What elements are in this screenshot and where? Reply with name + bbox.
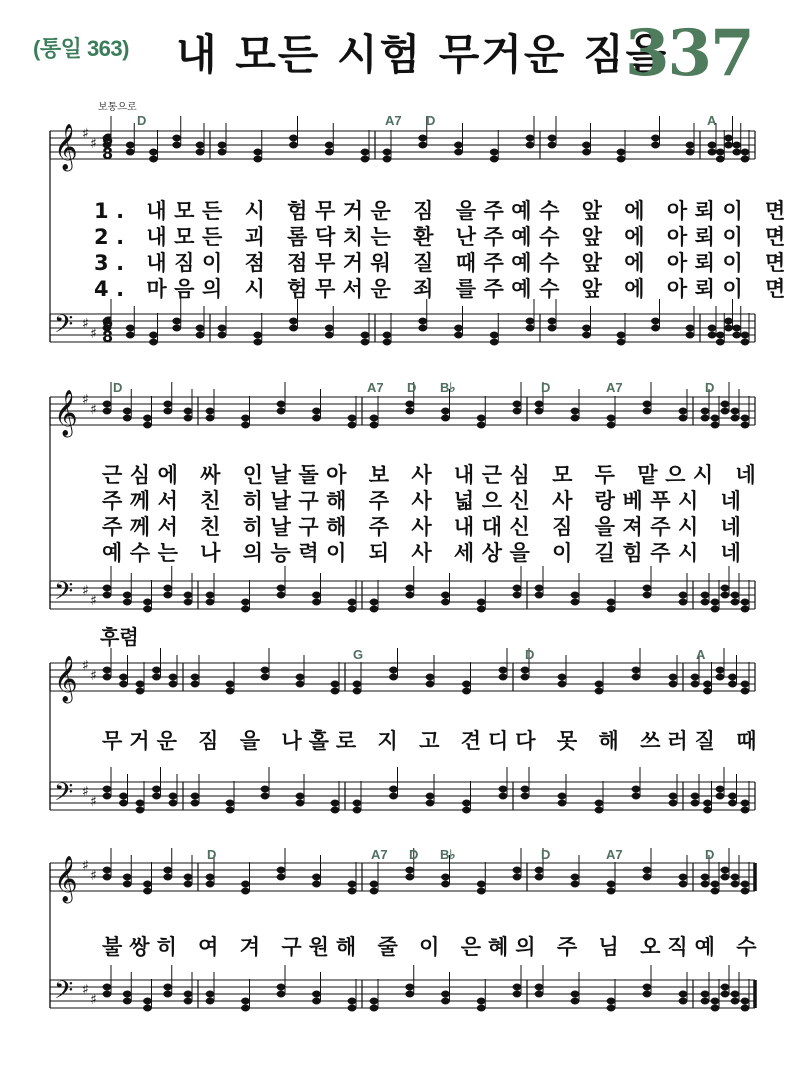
refrain-lyric-line-2: 불쌍히 여 겨 구원해 줄 이 은혜의 주 님 오직예 수 (102, 935, 764, 959)
chord-symbol: D (426, 113, 436, 128)
svg-text:♯: ♯ (90, 593, 97, 609)
chord-symbol: A (696, 647, 706, 662)
chord-symbol: D (207, 847, 217, 862)
svg-text:6: 6 (102, 313, 114, 332)
chord-symbol: D (137, 113, 147, 128)
svg-text:♯: ♯ (82, 784, 89, 800)
chord-symbol: A7 (606, 380, 623, 395)
svg-text:𝄞: 𝄞 (54, 856, 78, 902)
verse-1-line-2: 근심에 싸 인날돌아 보 사 내근심 모 두 맡으시 네 (102, 463, 764, 487)
chord-symbol: D (705, 847, 715, 862)
chord-symbol: B♭ (440, 847, 456, 862)
svg-text:8: 8 (102, 144, 114, 163)
chord-symbol: A7 (385, 113, 402, 128)
chord-symbol: A7 (367, 380, 384, 395)
svg-text:♯: ♯ (82, 316, 89, 332)
svg-text:6: 6 (102, 130, 114, 149)
refrain-label: 후렴 (100, 625, 139, 649)
verse-3-line-2: 주께서 친 히날구해 주 사 내대신 짐 을져주시 네 (102, 515, 749, 539)
svg-text:♯: ♯ (90, 868, 97, 884)
svg-text:𝄢: 𝄢 (54, 778, 74, 813)
verse-4-line-1: 4. 마음의 시 험무서운 죄 를주예수 앞 에 아뢰이 면 (94, 277, 793, 301)
verse-2-line-1: 2. 내모든 괴 롬닥치는 환 난주예수 앞 에 아뢰이 면 (94, 225, 793, 249)
svg-text:𝄢: 𝄢 (54, 976, 74, 1011)
svg-text:8: 8 (102, 327, 114, 346)
unified-hymnal-number: (통일 363) (33, 36, 129, 61)
svg-text:♯: ♯ (82, 583, 89, 599)
chord-symbol: D (525, 647, 535, 662)
svg-text:♯: ♯ (90, 992, 97, 1008)
svg-text:𝄞: 𝄞 (54, 390, 78, 436)
svg-text:♯: ♯ (90, 402, 97, 418)
svg-text:𝄢: 𝄢 (54, 577, 74, 612)
chord-symbol: D (113, 380, 123, 395)
chord-symbol: D (407, 380, 417, 395)
svg-text:♯: ♯ (82, 658, 89, 674)
svg-text:𝄞: 𝄞 (54, 124, 78, 170)
svg-text:♯: ♯ (90, 668, 97, 684)
chord-symbol: D (705, 380, 715, 395)
svg-text:𝄞: 𝄞 (54, 656, 78, 702)
hymn-title: 내 모든 시험 무거운 짐을 (176, 30, 669, 79)
verse-2-line-2: 주께서 친 히날구해 주 사 넓으신 사 랑베푸시 네 (102, 489, 749, 513)
svg-text:♯: ♯ (82, 392, 89, 408)
chord-symbol: D (541, 847, 551, 862)
svg-text:♯: ♯ (90, 136, 97, 152)
svg-text:♯: ♯ (82, 982, 89, 998)
chord-symbol: B♭ (440, 380, 456, 395)
chord-symbol: D (541, 380, 551, 395)
refrain-lyric-line-1: 무거운 짐 을 나홀로 지 고 견디다 못 해 쓰러질 때 (102, 729, 764, 753)
svg-text:♯: ♯ (90, 794, 97, 810)
chord-symbol: A (707, 113, 717, 128)
hymn-number: 337 (625, 16, 753, 91)
chord-symbol: G (353, 647, 364, 662)
svg-text:♯: ♯ (82, 858, 89, 874)
verse-3-line-1: 3. 내짐이 점 점무거워 질 때주예수 앞 에 아뢰이 면 (94, 251, 793, 275)
chord-symbol: D (409, 847, 419, 862)
verse-1-line-1: 1. 내모든 시 험무거운 짐 을주예수 앞 에 아뢰이 면 (94, 199, 793, 223)
svg-text:♯: ♯ (82, 126, 89, 142)
svg-text:♯: ♯ (90, 326, 97, 342)
chord-symbol: A7 (606, 847, 623, 862)
svg-text:𝄢: 𝄢 (54, 310, 74, 345)
verse-4-line-2: 예수는 나 의능력이 되 사 세상을 이 길힘주시 네 (102, 541, 749, 565)
tempo-marking: 보통으로 (98, 102, 137, 113)
chord-symbol: A7 (371, 847, 388, 862)
